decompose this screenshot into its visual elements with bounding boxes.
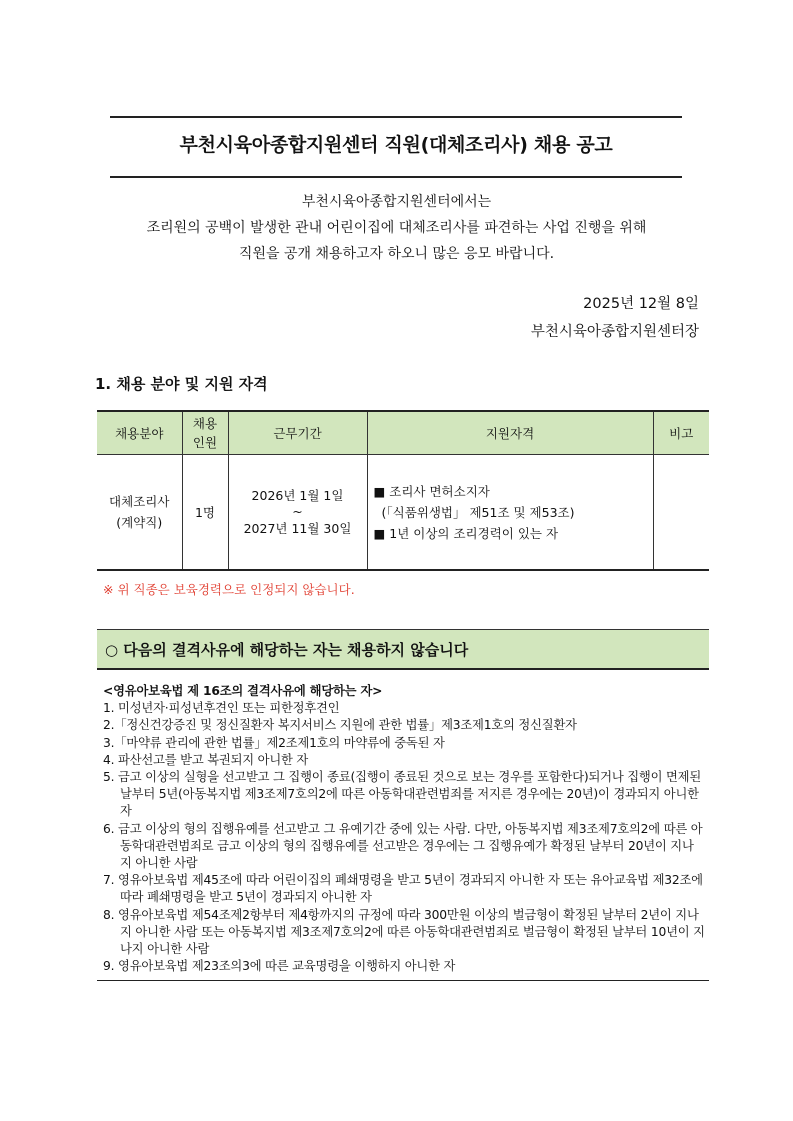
- qualification-item: ■ 1년 이상의 조리경력이 있는 자: [373, 525, 559, 541]
- intro-paragraph: [60, 189, 733, 267]
- intro-line: 부천시육아종합지원센터에서는: [301, 194, 492, 210]
- list-item: 5. 금고 이상의 실형을 선고받고 그 집행이 종료(집행이 종료된 것으로 보는 경우를 포함한다)되거나 집행이 면제된 날부터 5년(아동복지법 제3조제7호의2에 따른 아동학대관련범죄를 저지른 경우에는 20년)이 경과되지 아니한 자: [103, 770, 701, 819]
- section-heading: 1. 채용 분야 및 지원 자격: [95, 375, 268, 393]
- list-item: 3.「마약류 관리에 관한 법률」제2조제1호의 마약류에 중독된 자: [103, 735, 445, 750]
- list-item: 7. 영유아보육법 제45조에 따라 어린이집의 폐쇄명령을 받고 5년이 경과되지 아니한 자 또는 유아교육법 제32조에 따라 폐쇄명령을 받고 5년이 경과되지 아니한 자: [103, 873, 703, 905]
- header-period: 근무기간: [228, 411, 367, 455]
- list-item: 8. 영유아보육법 제54조제2항부터 제4항까지의 규정에 따라 300만원 이상의 벌금형이 확정된 날부터 2년이 지나지 아니한 사람 또는 아동복지법 제3조제7호의2에 따른 아동학대관련범죄로 벌금형이 확정된 날부터 10년이 지나지 아니한 사람: [103, 907, 705, 957]
- header-qualification: 지원자격: [367, 411, 653, 455]
- note-text: ※ 위 직종은 보육경력으로 인정되지 않습니다.: [103, 582, 355, 597]
- issuer-name: 부천시육아종합지원센터장: [530, 324, 699, 340]
- title-bottom-rule: [110, 176, 682, 178]
- disqualification-banner: [97, 629, 709, 670]
- header-count-line: 인원: [192, 435, 218, 450]
- header-field: 채용분야: [97, 411, 182, 455]
- criteria-heading: <영유아보육법 제 16조의 결격사유에 해당하는 자>: [103, 684, 383, 698]
- title-top-rule: [110, 116, 682, 118]
- list-item: 1. 미성년자·피성년후견인 또는 피한정후견인: [103, 701, 340, 716]
- header-remarks: 비고: [653, 411, 709, 455]
- date-block: [531, 290, 699, 346]
- announcement-date: 2025년 12월 8일: [583, 296, 699, 312]
- period-separator: ~: [292, 504, 303, 519]
- cell-count: 1명: [182, 455, 228, 571]
- disqualification-title: ○ 다음의 결격사유에 해당하는 자는 채용하지 않습니다: [105, 641, 469, 659]
- field-name: 대체조리사: [109, 494, 170, 509]
- period-start: 2026년 1월 1일: [251, 488, 344, 503]
- table-row: [97, 455, 709, 571]
- qualification-sub: (「식품위생법」 제51조 및 제53조): [381, 504, 575, 520]
- recruitment-table: [97, 410, 709, 571]
- list-item: 2.「정신건강증진 및 정신질환자 복지서비스 지원에 관한 법률」제3조제1호의 정신질환자: [103, 718, 577, 733]
- intro-line: 조리원의 공백이 발생한 관내 어린이집에 대체조리사를 파견하는 사업 진행을 위해: [146, 220, 647, 236]
- cell-period: [228, 455, 367, 571]
- header-count: [182, 411, 228, 455]
- cell-field: [97, 455, 182, 571]
- qualification-item: ■ 조리사 면허소지자: [373, 483, 490, 499]
- table-header-row: [97, 411, 709, 455]
- cell-remarks: [653, 455, 709, 571]
- field-type: (계약직): [116, 515, 163, 530]
- page-title: 부천시육아종합지원센터 직원(대체조리사) 채용 공고: [179, 134, 613, 156]
- header-count-line: 채용: [192, 416, 218, 431]
- bottom-rule: [97, 980, 709, 981]
- cell-qualification: [367, 455, 653, 571]
- disqualification-list: [103, 683, 705, 975]
- list-item: 9. 영유아보육법 제23조의3에 따른 교육명령을 이행하지 아니한 자: [103, 959, 456, 974]
- period-end: 2027년 11월 30일: [243, 521, 352, 536]
- intro-line: 직원을 공개 채용하고자 하오니 많은 응모 바랍니다.: [238, 246, 555, 262]
- list-item: 6. 금고 이상의 형의 집행유예를 선고받고 그 유예기간 중에 있는 사람. 다만, 아동복지법 제3조제7호의2에 따른 아동학대관련범죄로 금고 이상의 형의 집행유예를 선고받은 경우에는 그 집행유예가 확정된 날부터 20년이 지나지 아니한 사람: [103, 821, 703, 871]
- list-item: 4. 파산선고를 받고 복권되지 아니한 자: [103, 752, 309, 767]
